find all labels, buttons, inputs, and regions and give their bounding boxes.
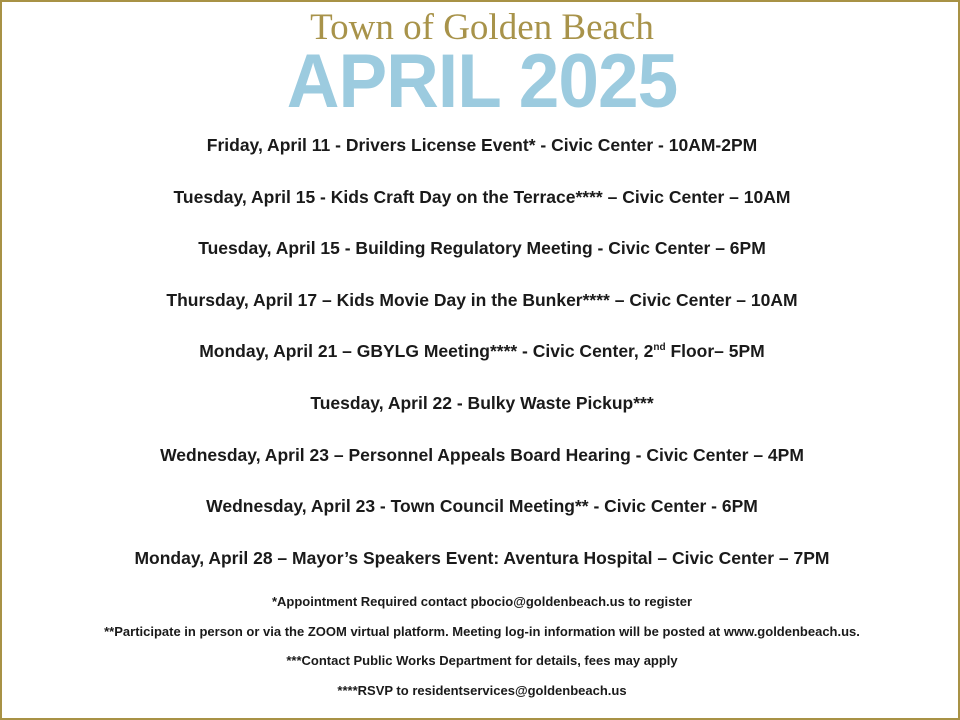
event-item: Tuesday, April 22 - Bulky Waste Pickup***: [310, 392, 654, 413]
event-item: Monday, April 28 – Mayor’s Speakers Event: Aventura Hospital – Civic Center – 7PM: [134, 547, 830, 568]
footnote: ****RSVP to residentservices@goldenbeach.us: [337, 682, 627, 698]
event-item: Thursday, April 17 – Kids Movie Day in the Bunker**** – Civic Center – 10AM: [166, 289, 798, 310]
event-text-before: Monday, April 21 – GBYLG Meeting**** - Civic Center, 2: [199, 341, 654, 362]
event-item: Tuesday, April 15 - Kids Craft Day on the Terrace**** – Civic Center – 10AM: [173, 186, 791, 207]
event-item: Wednesday, April 23 – Personnel Appeals Board Hearing - Civic Center – 4PM: [160, 444, 804, 465]
event-list: [2, 132, 960, 596]
month-title: APRIL 2025: [286, 39, 678, 124]
event-text-after: Floor– 5PM: [665, 341, 765, 362]
event-item: [2, 338, 960, 390]
town-title: Town of Golden Beach: [310, 7, 654, 48]
event-item: Tuesday, April 15 - Building Regulatory Meeting - Civic Center – 6PM: [198, 238, 766, 259]
footnote: *Appointment Required contact pbocio@goldenbeach.us to register: [271, 594, 693, 609]
event-item: Friday, April 11 - Drivers License Event* - Civic Center - 10AM-2PM: [206, 135, 758, 155]
event-item: Wednesday, April 23 - Town Council Meeting** - Civic Center - 6PM: [206, 496, 758, 517]
footnote-list: [2, 591, 960, 709]
ordinal-suffix: nd: [653, 341, 666, 353]
footnote: **Participate in person or via the ZOOM virtual platform. Meeting log-in information will be posted at www.goldenbeach.us.: [104, 623, 860, 639]
footnote: ***Contact Public Works Department for details, fees may apply: [286, 653, 678, 668]
